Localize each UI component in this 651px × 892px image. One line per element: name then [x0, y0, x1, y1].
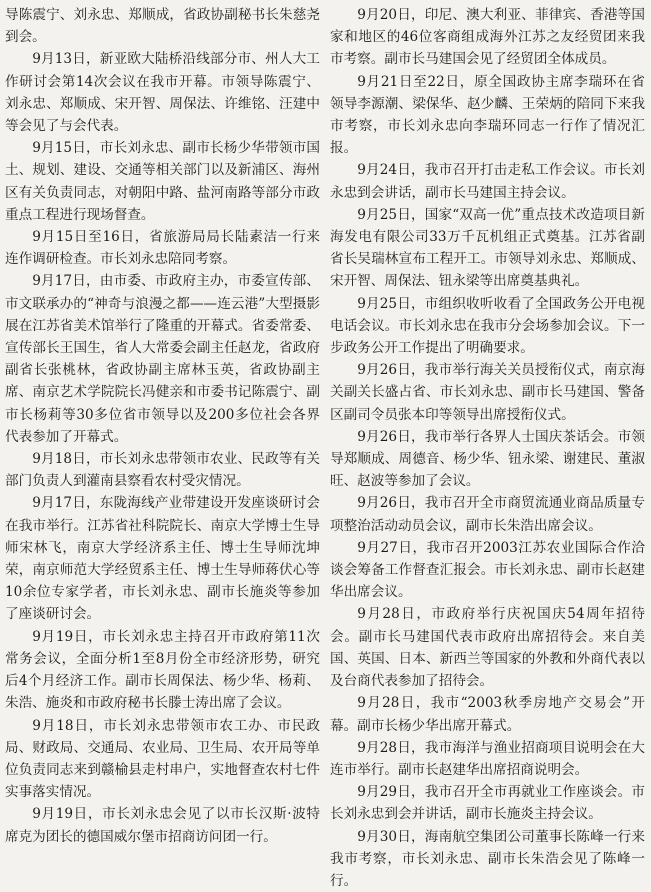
chronicle-entry: 9月19日，市长刘永忠会见了以市长汉斯·波特席克为团长的德国威尔堡市招商访问团一行。 — [5, 806, 320, 845]
chronicle-entry: 9月15日，市长刘永忠、副市长杨少华带领市国土、规划、建设、交通等相关部门以及新浦区、海州区有关负责同志，对朝阳中路、盐河南路等部分市政重点工程进行现场督查。 — [5, 140, 320, 223]
chronicle-entry: 导陈震宁、刘永忠、郑顺成，省政协副秘书长朱慈尧到会。 — [5, 7, 320, 46]
chronicle-entry: 9月25日，国家“双高一优”重点技术改造项目新海发电有限公司33万千瓦机组正式奠基。江苏省副省长吴瑞林宣布工程开工。市领导刘永忠、郑顺成、宋开智、周保法、钮永梁等出席奠基典礼。 — [330, 206, 645, 290]
chronicle-entry: 9月18日，市长刘永忠带领市农工办、市民政局、财政局、交通局、农业局、卫生局、农开局等单位负责同志来到赣榆县走村串户，实地督查农村七件实事落实情况。 — [5, 717, 320, 801]
chronicle-entry: 9月13日，新亚欧大陆桥沿线部分市、州人大工作研讨会第14次会议在我市开幕。市领导陈震宁、刘永忠、郑顺成、宋开智、周保法、许维铭、汪建中等会见了与会代表。 — [5, 51, 320, 135]
right-column — [330, 4, 645, 889]
chronicle-entry: 9月26日，我市召开全市商贸流通业商品质量专项整治活动动员会议，副市长朱浩出席会议。 — [330, 495, 645, 534]
chronicle-entry: 9月18日，市长刘永忠带领市农业、民政等有关部门负责人到灌南县察看农村受灾情况。 — [5, 451, 320, 490]
chronicle-entry: 9月19日，市长刘永忠主持召开市政府第11次常务会议，全面分析1至8月份全市经济形势，研究后4个月经济工作。副市长周保法、杨少华、杨莉、朱浩、施炎和市政府秘书长滕士涛出席了会议。 — [5, 628, 320, 712]
chronicle-entry: 9月15日至16日，省旅游局局长陆素洁一行来连作调研检查。市长刘永忠陪同考察。 — [5, 229, 320, 268]
chronicle-entry: 9月25日，市组织收听收看了全国政务公开电视电话会议。市长刘永忠在我市分会场参加会议。下一步政务公开工作提出了明确要求。 — [330, 295, 645, 357]
chronicle-entry: 9月26日，我市举行各界人士国庆茶话会。市领导郑顺成、周德音、杨少华、钮永梁、谢建民、董淑旺、赵波等参加了会议。 — [330, 428, 645, 490]
chronicle-entry: 9月24日，我市召开打击走私工作会议。市长刘永忠到会讲话，副市长马建国主持会议。 — [330, 162, 645, 201]
chronicle-entry: 9月26日，我市举行海关关员授衔仪式，南京海关副关长盛占省、市长刘永忠、副市长马建国、警备区副司令员张本印等领导出席授衔仪式。 — [330, 362, 645, 423]
chronicle-entry: 9月20日，印尼、澳大利亚、菲律宾、香港等国家和地区的46位客商组成海外江苏之友经贸团来我市考察。副市长马建国会见了经贸团全体成员。 — [330, 7, 645, 68]
chronicle-entry: 9月21日至22日，原全国政协主席李瑞环在省领导李源潮、梁保华、赵少麟、王荣炳的陪同下来我市考察，市长刘永忠向李瑞环同志一行作了情况汇报。 — [330, 73, 645, 157]
chronicle-entry: 9月27日，我市召开2003江苏农业国际合作洽谈会筹备工作督查汇报会。市长刘永忠、副市长赵建华出席会议。 — [330, 539, 645, 601]
chronicle-entry: 9月29日，我市召开全市再就业工作座谈会。市长刘永忠到会并讲话，副市长施炎主持会议。 — [330, 784, 645, 823]
chronicle-entry: 9月30日，海南航空集团公司董事长陈峰一行来我市考察，市长刘永忠、副市长朱浩会见了陈峰一行。 — [330, 828, 645, 889]
chronicle-entry: 9月28日，市政府举行庆祝国庆54周年招待会。副市长马建国代表市政府出席招待会。来自美国、英国、日本、新西兰等国家的外教和外商代表以及台商代表参加了招待会。 — [330, 606, 645, 690]
chronicle-entry: 9月17日，由市委、市政府主办，市委宣传部、市文联承办的“神奇与浪漫之都——连云港”大型摄影展在江苏省美术馆举行了隆重的开幕式。省委常委、宣传部长王国生，省人大常委会副主任赵龙，省政府副省长张桃林，省政协副主席林玉英，省政协副主席、南京艺术学院院长冯健亲和市委书记陈震宁、副市长杨莉等30多位省市领导以及200多位社会各界代表参加了开幕式。 — [5, 273, 320, 445]
chronicle-entry: 9月28日，我市“2003秋季房地产交易会”开幕。副市长杨少华出席开幕式。 — [330, 695, 645, 734]
chronicle-entry: 9月28日，我市海洋与渔业招商项目说明会在大连市举行。副市长赵建华出席招商说明会。 — [330, 739, 645, 778]
left-column — [5, 4, 320, 863]
chronicle-entry: 9月17日，东陇海线产业带建设开发座谈研讨会在我市举行。江苏省社科院院长、南京大学博士生导师宋林飞，南京大学经济系主任、博士生导师沈坤荣，南京师范大学经贸系主任、博士生导师蒋伏心等10余位专家学者，市长刘永忠、副市长施炎等参加了座谈研讨会。 — [5, 495, 320, 623]
